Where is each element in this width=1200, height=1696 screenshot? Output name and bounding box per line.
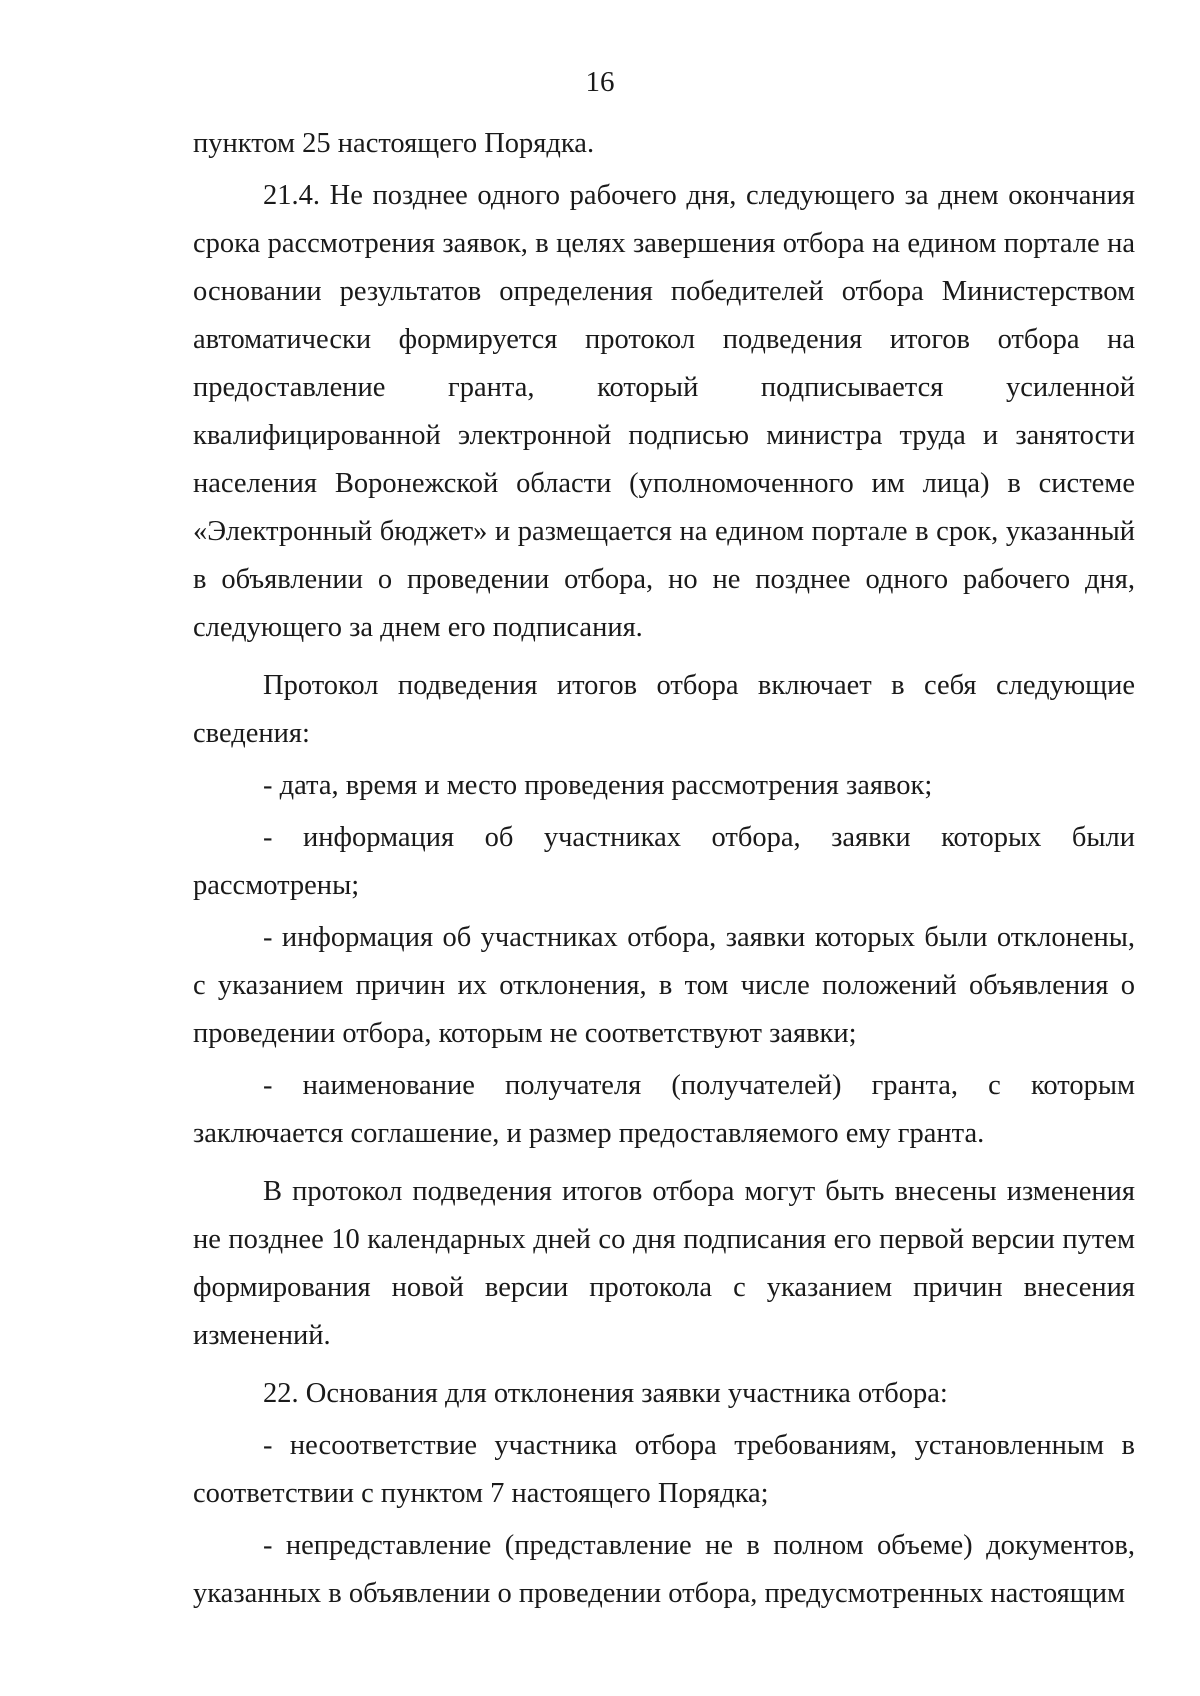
list-item-requirements-mismatch: - несоответствие участника отбора требованиям, установленным в соответствии с пунктом 7 настоящего Порядка; <box>193 1430 1135 1509</box>
page-number: 16 <box>585 66 615 98</box>
list-item-documents-missing: - непредставление (представление не в полном объеме) документов, указанных в объявлении о проведении отбора, предусмотренных настоящим <box>193 1530 1135 1609</box>
paragraph-22-heading: 22. Основания для отклонения заявки участника отбора: <box>263 1378 948 1409</box>
document-body <box>193 120 1135 1618</box>
paragraph-continuation: пунктом 25 настоящего Порядка. <box>193 128 595 159</box>
list-item-date-time-place: - дата, время и место проведения рассмотрения заявок; <box>263 770 933 801</box>
paragraph-protocol-changes: В протокол подведения итогов отбора могут быть внесены изменения не позднее 10 календарных дней со дня подписания его первой версии путем формирования новой версии протокола с указанием причин внесения изменений. <box>193 1176 1135 1351</box>
list-item-rejected-participants: - информация об участниках отбора, заявки которых были отклонены, с указанием причин их отклонения, в том числе положений объявления о проведении отбора, которым не соответствуют заявки; <box>193 922 1135 1049</box>
paragraph-21-4: 21.4. Не позднее одного рабочего дня, следующего за днем окончания срока рассмотрения заявок, в целях завершения отбора на едином портале на основании результатов определения победителей отбора Министерством автоматически формируется протокол подведения итогов отбора на предоставление гранта, который подписывается усиленной квалифицированной электронной подписью министра труда и занятости населения Воронежской области (уполномоченного им лица) в системе «Электронный бюджет» и размещается на едином портале в срок, указанный в объявлении о проведении отбора, но не позднее одного рабочего дня, следующего за днем его подписания. <box>193 180 1135 643</box>
paragraph-protocol-contents: Протокол подведения итогов отбора включает в себя следующие сведения: <box>193 670 1135 749</box>
list-item-grant-recipients: - наименование получателя (получателей) гранта, с которым заключается соглашение, и размер предоставляемого ему гранта. <box>193 1070 1135 1149</box>
list-item-reviewed-participants: - информация об участниках отбора, заявки которых были рассмотрены; <box>193 822 1135 901</box>
